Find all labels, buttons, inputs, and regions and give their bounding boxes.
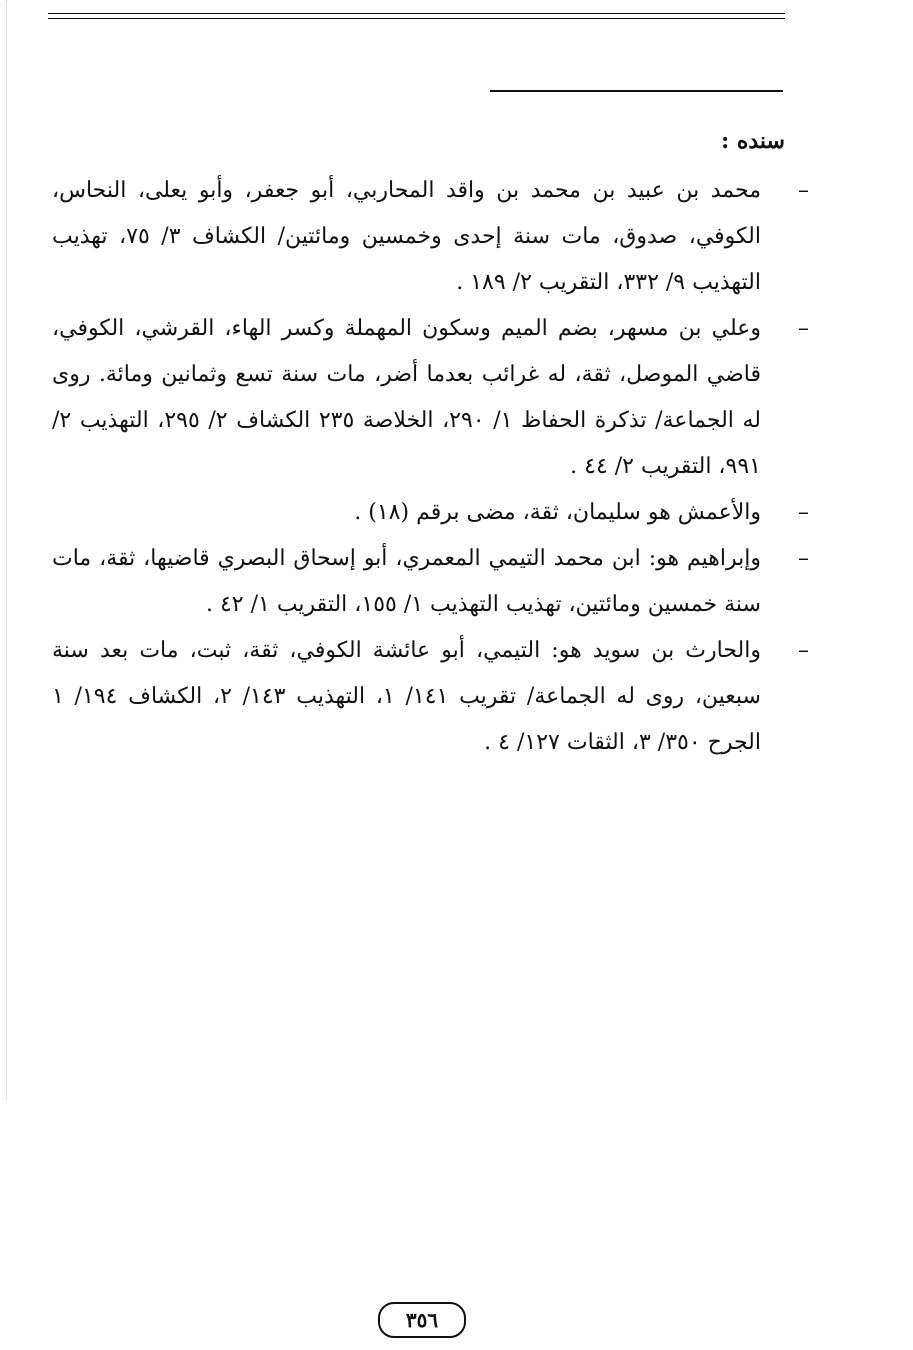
header-rule-top [48,13,785,14]
footnote-body [52,118,809,766]
entry-text: وإبراهيم هو: ابن محمد التيمي المعمري، أبو إسحاق البصري قاضيها، ثقة، مات سنة خمسين ومائتين، تهذيب التهذيب ١/ ١٥٥، التقريب ١/ ٤٢ . [52,546,761,617]
entry-dash: – [798,638,809,663]
footnote-separator-rule [490,90,783,92]
entry-dash: – [798,316,809,341]
entry-text: والحارث بن سويد هو: التيمي، أبو عائشة الكوفي، ثقة، ثبت، مات بعد سنة سبعين، روى له الجماعة/ تقريب ١٤١/ ١، التهذيب ١٤٣/ ٢، الكشاف ١٩٤/ ١ الجرح ٣٥٠/ ٣، الثقات ١٢٧/ ٤ . [52,638,761,755]
entry-text: محمد بن عبيد بن محمد بن واقد المحاربي، أبو جعفر، وأبو يعلى، النحاس، الكوفي، صدوق، مات سنة إحدى وخمسين ومائتين/ الكشاف ٣/ ٧٥، تهذيب التهذيب ٩/ ٣٣٢، التقريب ٢/ ١٨٩ . [52,178,761,295]
entry-dash: – [798,546,809,571]
section-title: سنده : [721,128,785,154]
narrator-entry [52,536,809,628]
entry-text: وعلي بن مسهر، بضم الميم وسكون المهملة وكسر الهاء، القرشي، الكوفي، قاضي الموصل، ثقة، له غرائب بعدما أضر، مات سنة تسع وثمانين ومائة. روى له الجماعة/ تذكرة الحفاظ ١/ ٢٩٠، الخلاصة ٢٣٥ الكشاف ٢/ ٢٩٥، التهذيب ٢/ ٩٩١، التقريب ٢/ ٤٤ . [52,316,761,479]
narrator-entry [52,628,809,766]
page-number: ٣٥٦ [378,1302,466,1338]
entry-dash: – [798,178,809,203]
entry-dash: – [798,500,809,525]
narrator-entry [52,168,809,306]
narrator-entry [52,490,809,536]
scan-margin-line [6,0,7,1100]
header-rule-bottom [48,18,785,19]
narrator-entry [52,306,809,490]
entry-text: والأعمش هو سليمان، ثقة، مضى برقم (١٨) . [354,500,761,525]
